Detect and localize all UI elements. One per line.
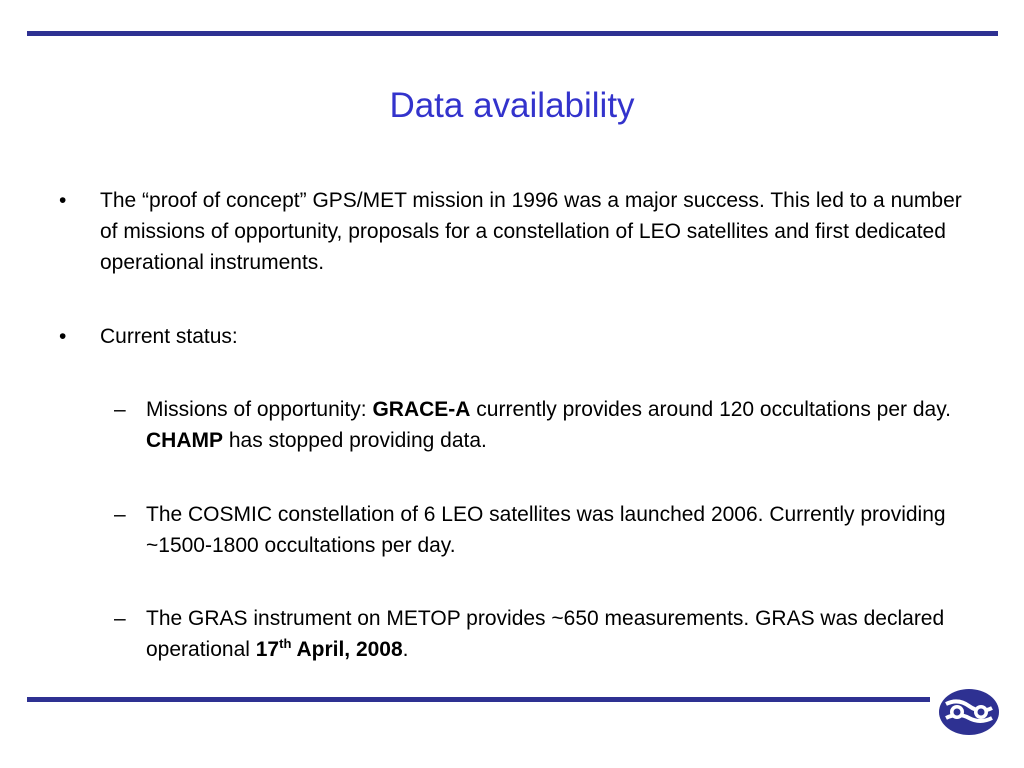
- bullet-marker: •: [59, 189, 67, 212]
- sub-bullet-text: currently provides around 120 occultations per day.: [470, 398, 951, 421]
- ecmwf-logo-icon: [938, 688, 1000, 736]
- sub-bullet-text: The GRAS instrument on METOP provides ~650 measurements. GRAS was declared operational: [146, 607, 945, 661]
- sub-bullet-item: [114, 603, 986, 665]
- bullet-item: [59, 321, 980, 352]
- sentence-end: .: [402, 638, 409, 661]
- sub-bullet-text: has stopped providing data.: [223, 429, 487, 452]
- mission-name-champ: CHAMP: [146, 429, 223, 452]
- mission-name-grace: GRACE-A: [372, 398, 471, 421]
- bullet-marker: •: [59, 325, 67, 348]
- sub-bullet-marker: –: [114, 607, 126, 630]
- sub-bullet-item: [114, 499, 986, 561]
- date-ordinal: th: [279, 636, 292, 651]
- bullet-item: [59, 185, 980, 278]
- bullet-text: The “proof of concept” GPS/MET mission in 1996 was a major success. This led to a number of missions of opportunity, proposals for a constellation of LEO satellites and first dedicated operational instruments.: [100, 189, 962, 274]
- date-day: 17: [255, 638, 280, 661]
- sub-bullet-marker: –: [114, 398, 126, 421]
- operational-date: [256, 638, 403, 661]
- bullet-text: Current status:: [100, 325, 238, 348]
- sub-bullet-text: The COSMIC constellation of 6 LEO satellites was launched 2006. Currently providing ~1500-1800 occultations per day.: [146, 503, 946, 557]
- date-rest: April, 2008: [291, 638, 403, 661]
- sub-bullet-text: Missions of opportunity:: [146, 398, 373, 421]
- sub-bullet-item: [114, 394, 986, 456]
- sub-bullet-marker: –: [114, 503, 126, 526]
- bottom-divider: [27, 697, 930, 702]
- slide-title: Data availability: [389, 86, 635, 125]
